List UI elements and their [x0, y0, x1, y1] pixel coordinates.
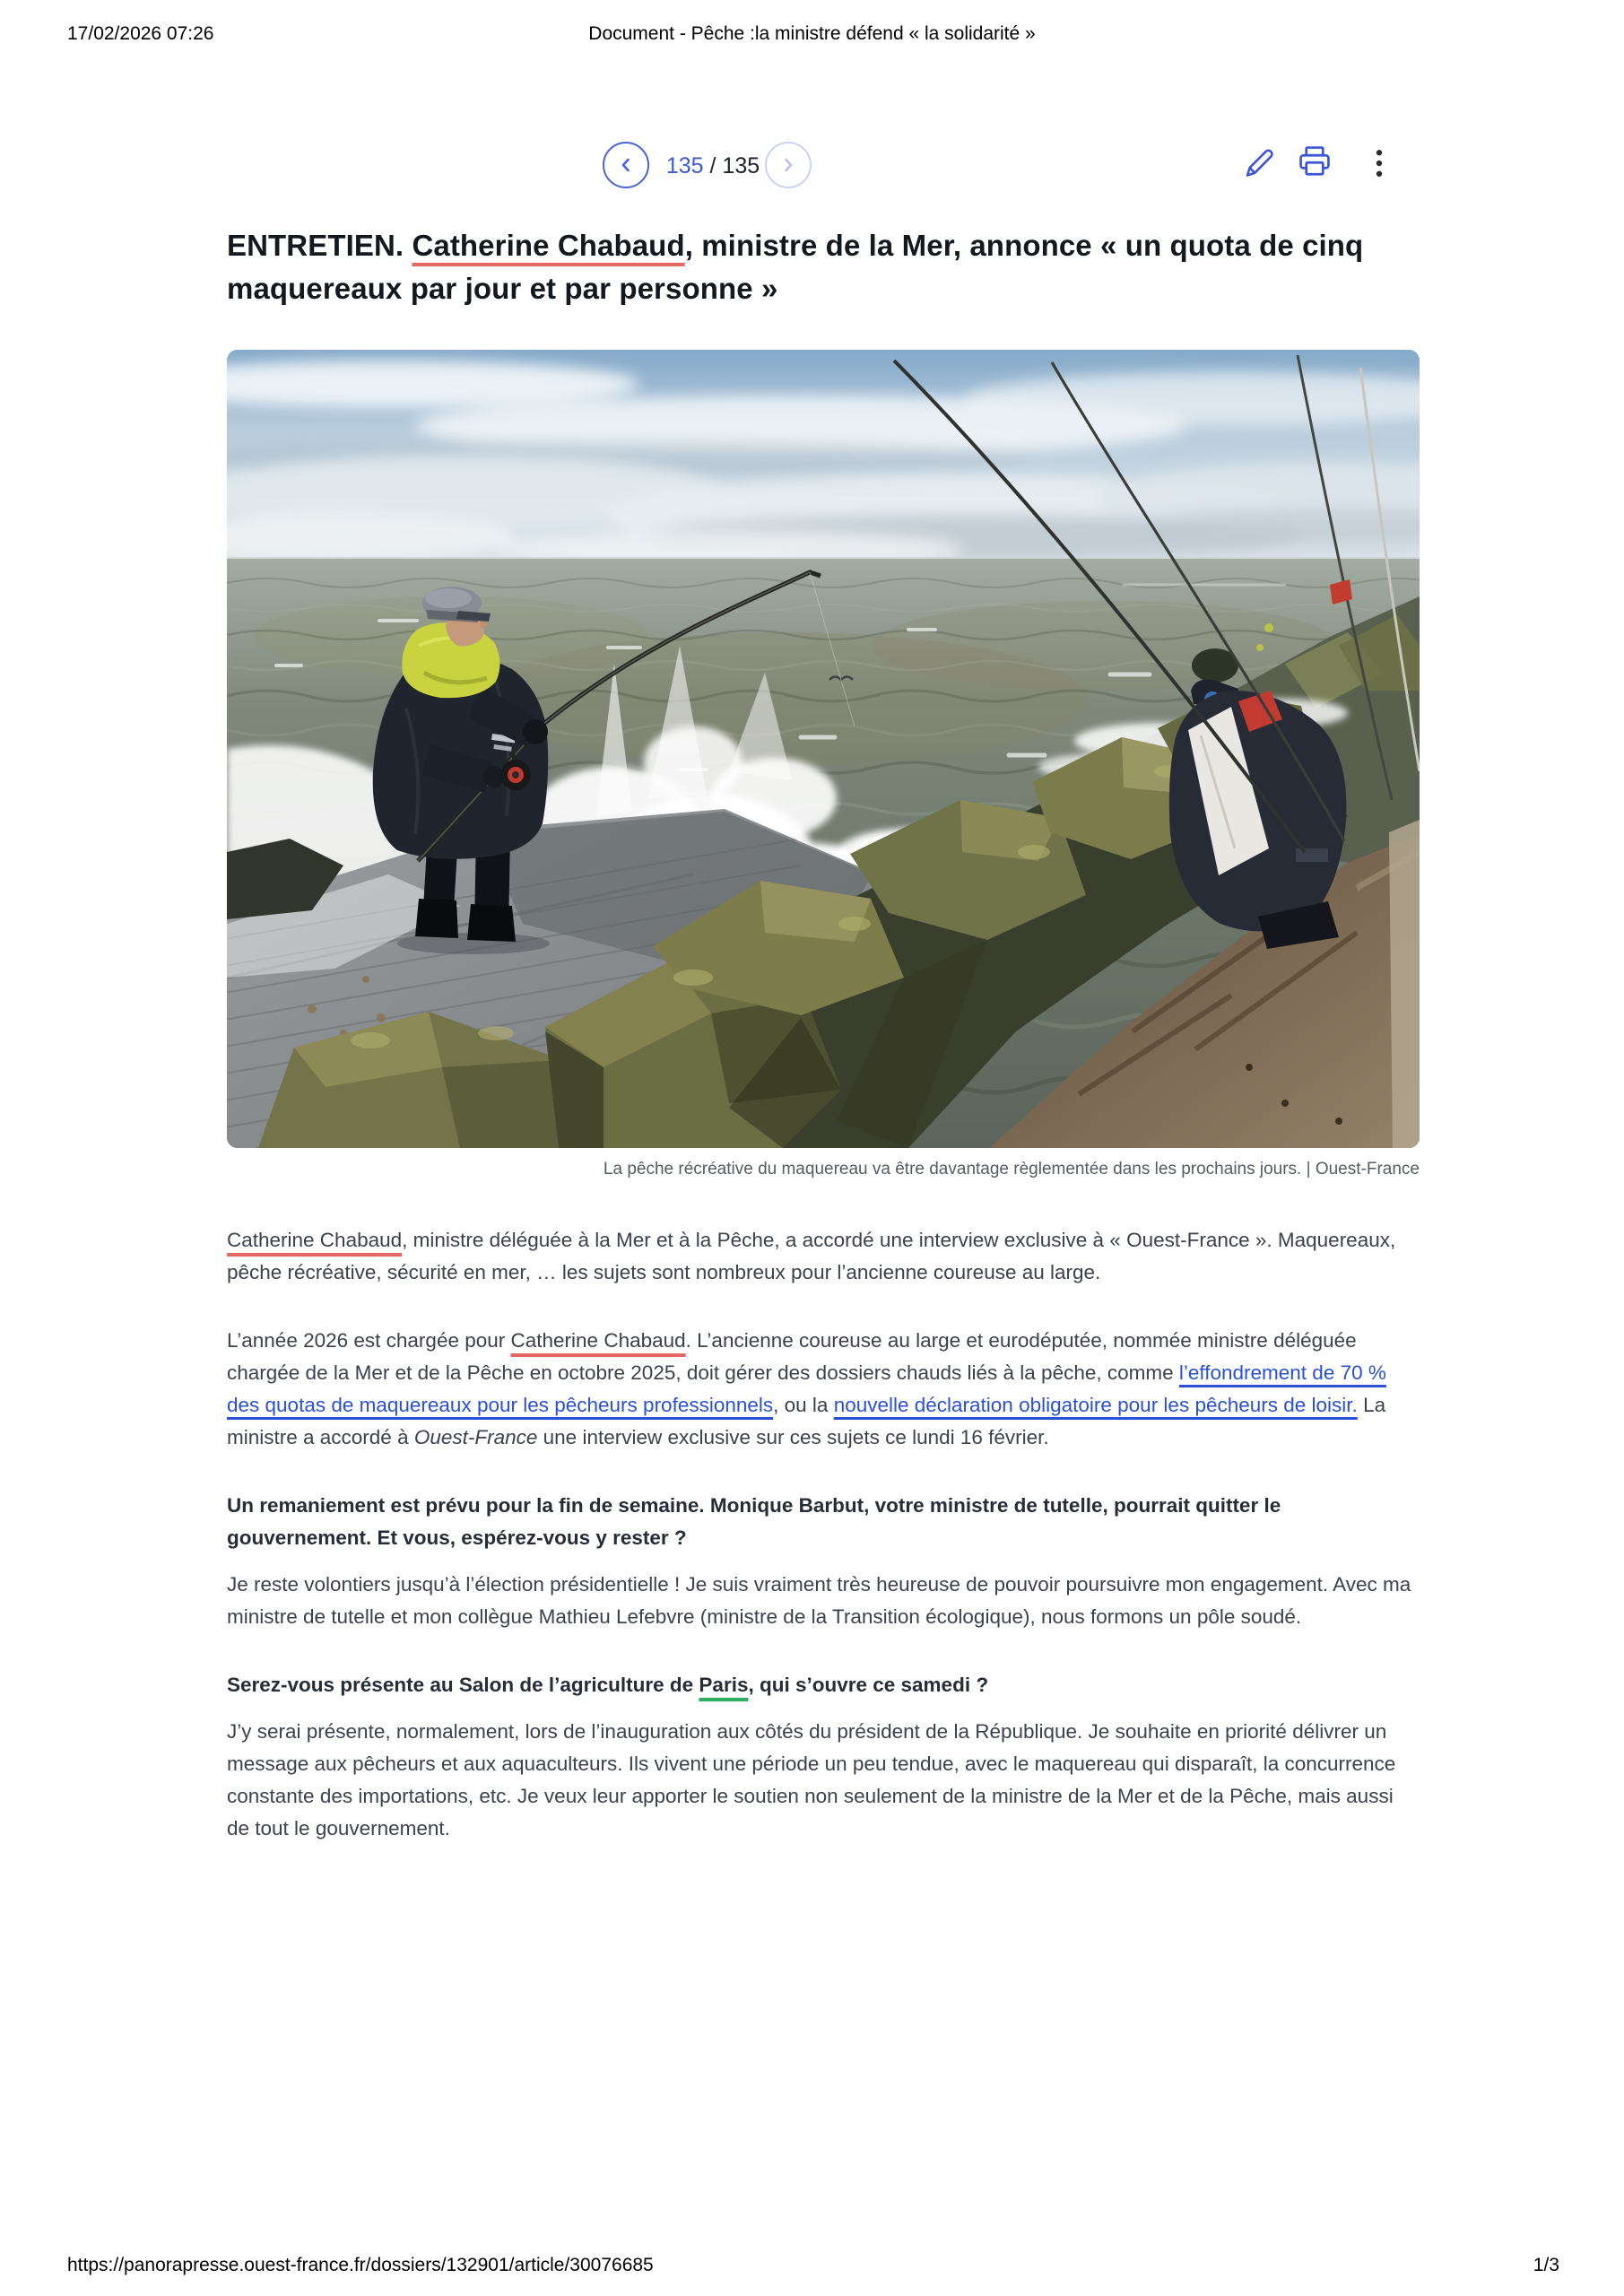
- next-page-button[interactable]: [765, 142, 812, 188]
- more-options-button[interactable]: [1359, 144, 1399, 183]
- article-title: [227, 224, 1420, 310]
- interview-question: [227, 1669, 1420, 1701]
- title-suffix: , ministre de la Mer, annonce « un quota de cinq maquereaux par jour et par personne »: [227, 229, 1364, 305]
- pager-current: 135: [665, 153, 704, 178]
- pencil-icon: [1241, 145, 1277, 181]
- printer-icon: [1296, 143, 1333, 180]
- pager: [664, 153, 762, 179]
- pager-total: 135: [722, 153, 760, 178]
- text-segment: L’année 2026 est chargée pour: [227, 1328, 511, 1352]
- chevron-right-icon: [779, 156, 797, 174]
- print-datetime: 17/02/2026 07:26: [67, 23, 214, 44]
- print-doc-title: Document - Pêche :la ministre défend « la solidarité »: [588, 23, 1036, 44]
- photo-illustration: [227, 350, 1420, 1148]
- inline-link[interactable]: nouvelle déclaration obligatoire pour les pêcheurs de loisir.: [833, 1393, 1358, 1416]
- interview-question: [227, 1490, 1420, 1554]
- inline-link[interactable]: Catherine Chabaud: [227, 1228, 403, 1251]
- text-segment: J’y serai présente, normalement, lors de l’inauguration aux côtés du président de la République. Je souhaite en priorité délivrer un message aux pêcheurs et aux aquaculteurs. Ils vivent une période un peu tendue, avec le maquereau qui disparaît, la concurrence constante des importations, etc. Je veux leur apporter le soutien non seulement de la ministre de la Mer et de la Pêche, mais aussi de tout le gouvernement.: [227, 1719, 1396, 1839]
- paragraph-body: [227, 1325, 1420, 1454]
- print-url: https://panorapresse.ouest-france.fr/dossiers/132901/article/30076685: [67, 2255, 654, 2275]
- kebab-menu-icon: [1361, 145, 1397, 181]
- text-segment: Un remaniement est prévu pour la fin de semaine. Monique Barbut, votre ministre de tutelle, pourrait quitter le gouvernement. Et vous, espérez-vous y rester ?: [227, 1493, 1281, 1549]
- pager-divider: /: [709, 153, 716, 178]
- edit-button[interactable]: [1239, 144, 1279, 183]
- text-segment: Je reste volontiers jusqu’à l’élection présidentielle ! Je suis vraiment très heureuse de pouvoir poursuivre mon engagement. Avec ma ministre de tutelle et mon collègue Mathieu Lefebvre (ministre de la Transition écologique), nous formons un pôle soudé.: [227, 1572, 1411, 1628]
- print-page-number: 1/3: [1533, 2255, 1559, 2275]
- article: [227, 224, 1420, 1881]
- title-prefix: ENTRETIEN.: [227, 229, 413, 262]
- article-body: [227, 1224, 1420, 1845]
- prev-page-button[interactable]: [603, 142, 649, 188]
- text-segment: , qui s’ouvre ce samedi ?: [748, 1673, 989, 1696]
- inline-link[interactable]: l’effondrement de 70 % des quotas de maquereaux pour les pêcheurs professionnels: [227, 1361, 1386, 1416]
- interview-answer: [227, 1569, 1420, 1633]
- article-photo: [227, 350, 1420, 1148]
- text-segment: , ou la: [773, 1393, 834, 1416]
- text-segment: une interview exclusive sur ces sujets ce lundi 16 février.: [537, 1425, 1049, 1448]
- title-person-link[interactable]: Catherine Chabaud: [412, 229, 685, 262]
- text-segment: Serez-vous présente au Salon de l’agriculture de: [227, 1673, 699, 1696]
- print-header: [0, 23, 1624, 45]
- text-segment: Ouest-France: [413, 1425, 538, 1448]
- text-segment: . L’ancienne coureuse au large et eurodéputée, nommée ministre déléguée chargée de la Mer et de la Pêche en octobre 2025, doit gérer des dossiers chauds liés à la pêche, comme: [227, 1328, 1357, 1384]
- text-segment: , ministre déléguée à la Mer et à la Pêche, a accordé une interview exclusive à « Ouest-France ». Maquereaux, pêche récréative, sécurité en mer, … les sujets sont nombreux pour l’ancienne coureuse au large.: [227, 1228, 1396, 1283]
- paragraph-lead: [227, 1224, 1420, 1289]
- article-figure: [227, 350, 1420, 1179]
- text-segment: La ministre a accordé à: [227, 1393, 1386, 1448]
- print-button[interactable]: [1295, 142, 1334, 181]
- inline-link[interactable]: Paris: [699, 1673, 749, 1696]
- interview-answer: [227, 1716, 1420, 1845]
- chevron-left-icon: [617, 156, 635, 174]
- inline-link[interactable]: Catherine Chabaud: [510, 1328, 686, 1352]
- sky: [227, 350, 1420, 583]
- photo-caption: La pêche récréative du maquereau va être davantage règlementée dans les prochains jours. | Ouest-France: [603, 1159, 1420, 1178]
